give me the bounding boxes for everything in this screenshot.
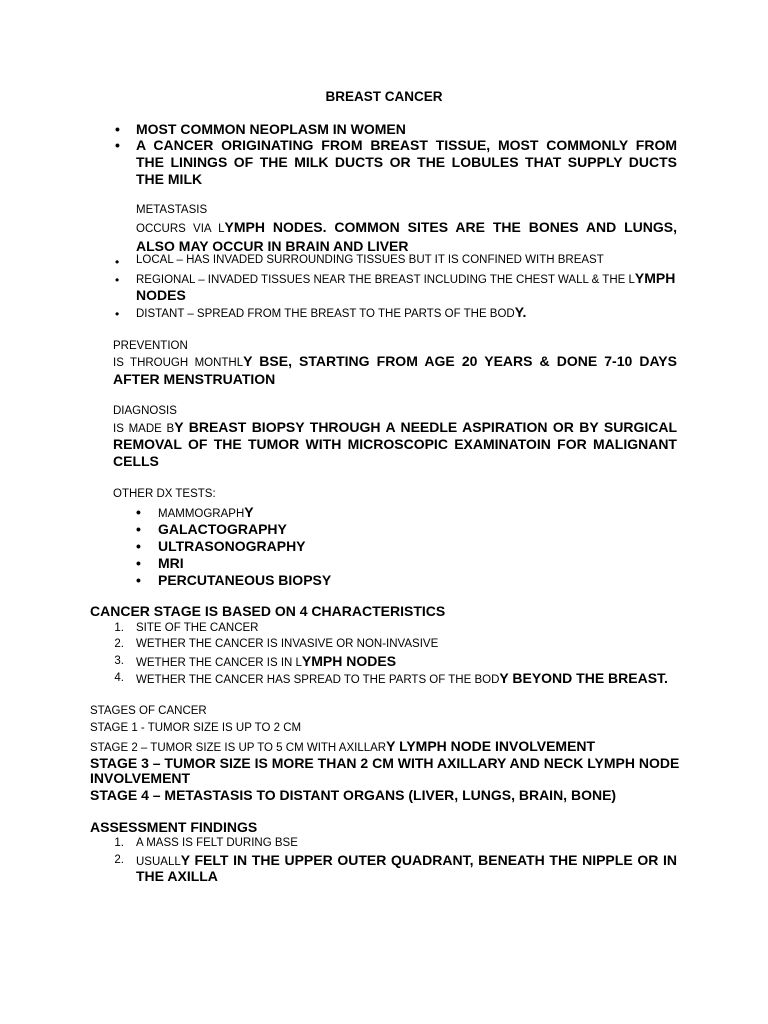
other-dx-first-large: Y (244, 504, 254, 520)
other-dx-item: MRI (158, 555, 184, 571)
cancer-stage-item: SITE OF THE CANCER (136, 622, 259, 634)
diagnosis-text-large: Y BREAST BIOPSY THROUGH A NEEDLE ASPIRATION OR BY SURGICAL (174, 419, 678, 435)
prevention-text-large: Y BSE, STARTING FROM AGE 20 YEARS & DONE 7-10 DAYS (243, 353, 677, 369)
list-number: 2. (114, 638, 124, 650)
bullet-dot-icon: • (115, 121, 120, 137)
list-number: 3. (114, 655, 124, 667)
stages-heading: STAGES OF CANCER (90, 705, 207, 717)
intro-bullet-2: A CANCER ORIGINATING FROM BREAST TISSUE, MOST COMMONLY FROM THE LININGS OF THE MILK DUCTS OR THE LOBULES THAT SUPPLY DUCTS THE MILK (136, 137, 677, 187)
cancer-stage-item-small: WETHER THE CANCER IS IN L (136, 657, 302, 669)
list-number: 1. (114, 622, 124, 634)
other-dx-first-small: MAMMOGRAPH (158, 508, 245, 520)
bullet-dot-icon: • (115, 137, 120, 153)
cancer-stage-item (136, 653, 396, 671)
prevention-text-small: IS THROUGH MONTHL (113, 357, 244, 369)
diagnosis-cont2: CELLS (113, 453, 159, 469)
stage-3-line-2: INVOLVEMENT (90, 770, 191, 786)
metastasis-local: LOCAL – HAS INVADED SURROUNDING TISSUES BUT IT IS CONFINED WITH BREAST (136, 254, 604, 266)
bullet-dot-icon: • (115, 307, 120, 321)
metastasis-heading: METASTASIS (136, 204, 208, 216)
bullet-dot-icon: • (136, 572, 141, 588)
stage-1: STAGE 1 - TUMOR SIZE IS UP TO 2 CM (90, 722, 302, 734)
other-dx-item: PERCUTANEOUS BIOPSY (158, 572, 332, 588)
metastasis-text-small: OCCURS VIA L (136, 223, 225, 235)
list-number: 1. (114, 837, 124, 849)
cancer-stage-item: WETHER THE CANCER IS INVASIVE OR NON-INVASIVE (136, 638, 439, 650)
bullet-dot-icon: • (115, 255, 120, 269)
other-dx-item-mammography (158, 504, 254, 522)
diagnosis-cont1: REMOVAL OF THE TUMOR WITH MICROSCOPIC EXAMINATOIN FOR MALIGNANT (113, 436, 677, 452)
bullet-dot-icon: • (136, 538, 141, 554)
stage-4: STAGE 4 – METASTASIS TO DISTANT ORGANS (LIVER, LUNGS, BRAIN, BONE) (90, 787, 617, 803)
diagnosis-text (113, 419, 677, 435)
prevention-cont: AFTER MENSTRUATION (113, 371, 276, 387)
stage-3-line-1: STAGE 3 – TUMOR SIZE IS MORE THAN 2 CM WITH AXILLARY AND NECK LYMPH NODE (90, 755, 680, 771)
other-dx-item: ULTRASONOGRAPHY (158, 538, 306, 554)
diagnosis-text-small: IS MADE B (113, 423, 175, 435)
metastasis-distant (136, 304, 526, 322)
assessment-item: A MASS IS FELT DURING BSE (136, 837, 298, 849)
list-number: 2. (114, 854, 124, 866)
diagnosis-heading: DIAGNOSIS (113, 405, 177, 417)
metastasis-distant-small: DISTANT – SPREAD FROM THE BREAST TO THE PARTS OF THE BOD (136, 308, 515, 320)
metastasis-text-large: YMPH NODES. COMMON SITES ARE THE BONES AND LUNGS, ALSO MAY OCCUR IN BRAIN AND LIVER (136, 219, 677, 254)
other-dx-item: GALACTOGRAPHY (158, 521, 287, 537)
stage-2-large: Y LYMPH NODE INVOLVEMENT (386, 738, 596, 754)
assessment-item-cont: THE AXILLA (136, 868, 218, 884)
bullet-dot-icon: • (136, 555, 141, 571)
list-number: 4. (114, 672, 124, 684)
cancer-stage-heading: CANCER STAGE IS BASED ON 4 CHARACTERISTICS (90, 603, 446, 619)
metastasis-distant-large: Y. (514, 304, 527, 320)
metastasis-regional-large: YMPH (634, 270, 676, 286)
assessment-item-large: Y FELT IN THE UPPER OUTER QUADRANT, BENEATH THE NIPPLE OR IN (180, 852, 677, 868)
bullet-dot-icon: • (115, 273, 120, 287)
bullet-dot-icon: • (136, 504, 141, 520)
assessment-item (136, 852, 677, 868)
assessment-heading: ASSESSMENT FINDINGS (90, 819, 258, 835)
metastasis-regional (136, 270, 675, 288)
assessment-item-small: USUALL (136, 856, 181, 868)
bullet-dot-icon: • (136, 521, 141, 537)
prevention-heading: PREVENTION (113, 340, 188, 352)
page-title: BREAST CANCER (325, 89, 443, 104)
cancer-stage-item-small: WETHER THE CANCER HAS SPREAD TO THE PARTS OF THE BOD (136, 674, 500, 686)
other-dx-heading: OTHER DX TESTS: (113, 488, 216, 500)
metastasis-text (136, 219, 677, 255)
cancer-stage-item (136, 670, 668, 688)
cancer-stage-item-large: Y BEYOND THE BREAST. (499, 670, 668, 686)
stage-2-small: STAGE 2 – TUMOR SIZE IS UP TO 5 CM WITH AXILLAR (90, 742, 387, 754)
metastasis-regional-cont: NODES (136, 287, 186, 303)
stage-2 (90, 738, 595, 756)
prevention-text (113, 353, 677, 369)
intro-bullet-1: MOST COMMON NEOPLASM IN WOMEN (136, 121, 406, 137)
metastasis-regional-small: REGIONAL – INVADED TISSUES NEAR THE BREAST INCLUDING THE CHEST WALL & THE L (136, 274, 635, 286)
cancer-stage-item-large: YMPH NODES (301, 653, 397, 669)
